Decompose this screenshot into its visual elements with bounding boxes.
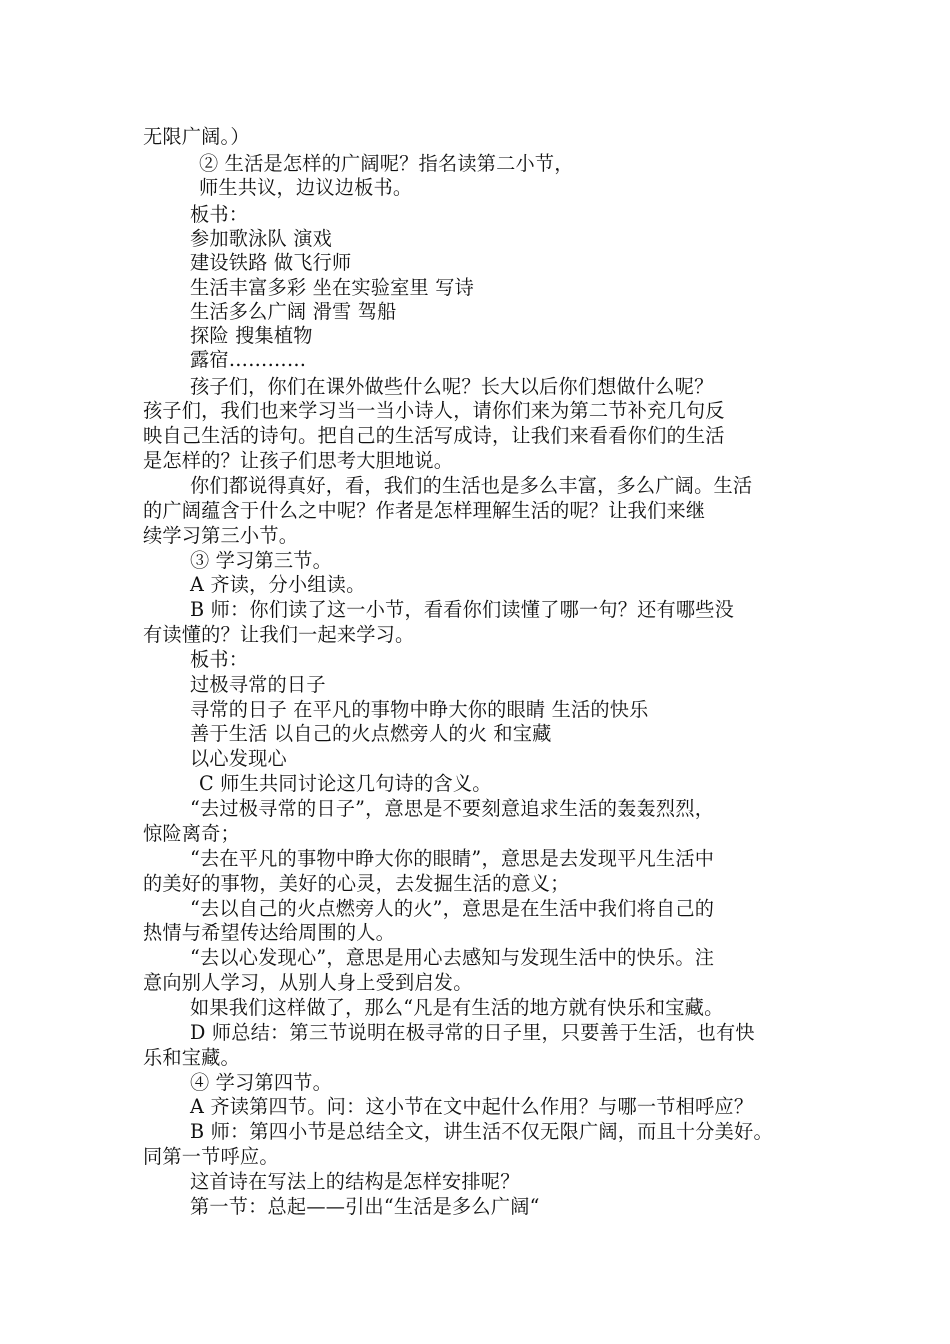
text-line: 的美好的事物，美好的心灵，去发掘生活的意义； — [143, 872, 570, 895]
text-line: 映自己生活的诗句。把自己的生活写成诗，让我们来看看你们的生活 — [143, 424, 725, 447]
text-line: 过极寻常的日子 — [190, 673, 326, 696]
text-line: 这首诗在写法上的结构是怎样安排呢？ — [190, 1170, 520, 1193]
text-line: 是怎样的？让孩子们思考大胆地说。 — [143, 449, 454, 472]
text-line: 第一节：总起——引出“生活是多么广阔“ — [190, 1195, 540, 1218]
text-line: 有读懂的？让我们一起来学习。 — [143, 623, 415, 646]
text-line: 探险 搜集植物 — [190, 324, 313, 347]
text-line: “去以自己的火点燃旁人的火”，意思是在生活中我们将自己的 — [190, 897, 715, 920]
text-line: 露宿………… — [190, 348, 307, 371]
text-line: 乐和宝藏。 — [143, 1046, 240, 1069]
text-line: 如果我们这样做了，那么“凡是有生活的地方就有快乐和宝藏。 — [190, 996, 724, 1019]
text-line: 的广阔蕴含于什么之中呢？作者是怎样理解生活的呢？让我们来继 — [143, 499, 706, 522]
text-line: D 师总结：第三节说明在极寻常的日子里，只要善于生活，也有快 — [190, 1021, 755, 1044]
text-line: 寻常的日子 在平凡的事物中睁大你的眼睛 生活的快乐 — [190, 698, 649, 721]
text-line: 孩子们，我们也来学习当一当小诗人，请你们来为第二节补充几句反 — [143, 399, 725, 422]
text-line: 热情与希望传达给周围的人。 — [143, 921, 396, 944]
text-line: 建设铁路 做飞行师 — [190, 251, 352, 274]
text-line: 无限广阔。） — [143, 125, 250, 148]
text-line: ③ 学习第三节。 — [190, 549, 333, 572]
text-line: 师生共议，边议边板书。 — [199, 176, 413, 199]
text-line: 板书： — [190, 648, 249, 671]
text-line: A 齐读，分小组读。 — [190, 573, 366, 596]
text-line: 意向别人学习，从别人身上受到启发。 — [143, 971, 473, 994]
text-line: 生活多么广阔 滑雪 驾船 — [190, 300, 397, 323]
text-line: A 齐读第四节。问：这小节在文中起什么作用？与哪一节相呼应？ — [190, 1095, 754, 1118]
text-line: B 师：第四小节是总结全文，讲生活不仅无限广阔，而且十分美好。 — [190, 1120, 773, 1143]
text-line: 你们都说得真好，看，我们的生活也是多么丰富，多么广阔。生活 — [190, 474, 753, 497]
text-line: 善于生活 以自己的火点燃旁人的火 和宝藏 — [190, 722, 552, 745]
text-line: 以心发现心 — [190, 747, 287, 770]
text-line: 惊险离奇； — [143, 822, 240, 845]
text-line: 板书： — [190, 203, 249, 226]
text-line: ② 生活是怎样的广阔呢？指名读第二小节， — [199, 152, 574, 175]
text-line: 参加歌泳队 演戏 — [190, 227, 333, 250]
text-line: “去过极寻常的日子”，意思是不要刻意追求生活的轰轰烈烈， — [190, 797, 715, 820]
text-line: 生活丰富多彩 坐在实验室里 写诗 — [190, 276, 475, 299]
text-line: 孩子们，你们在课外做些什么呢？长大以后你们想做什么呢？ — [190, 375, 714, 398]
text-line: “去在平凡的事物中睁大你的眼睛”，意思是去发现平凡生活中 — [190, 847, 715, 870]
text-line: 同第一节呼应。 — [143, 1145, 279, 1168]
text-line: B 师：你们读了这一小节，看看你们读懂了哪一句？还有哪些没 — [190, 598, 735, 621]
text-line: “去以心发现心”，意思是用心去感知与发现生活中的快乐。注 — [190, 946, 715, 969]
text-line: ④ 学习第四节。 — [190, 1071, 333, 1094]
text-line: 续学习第三小节。 — [143, 524, 299, 547]
text-line: C 师生共同讨论这几句诗的含义。 — [199, 772, 492, 795]
